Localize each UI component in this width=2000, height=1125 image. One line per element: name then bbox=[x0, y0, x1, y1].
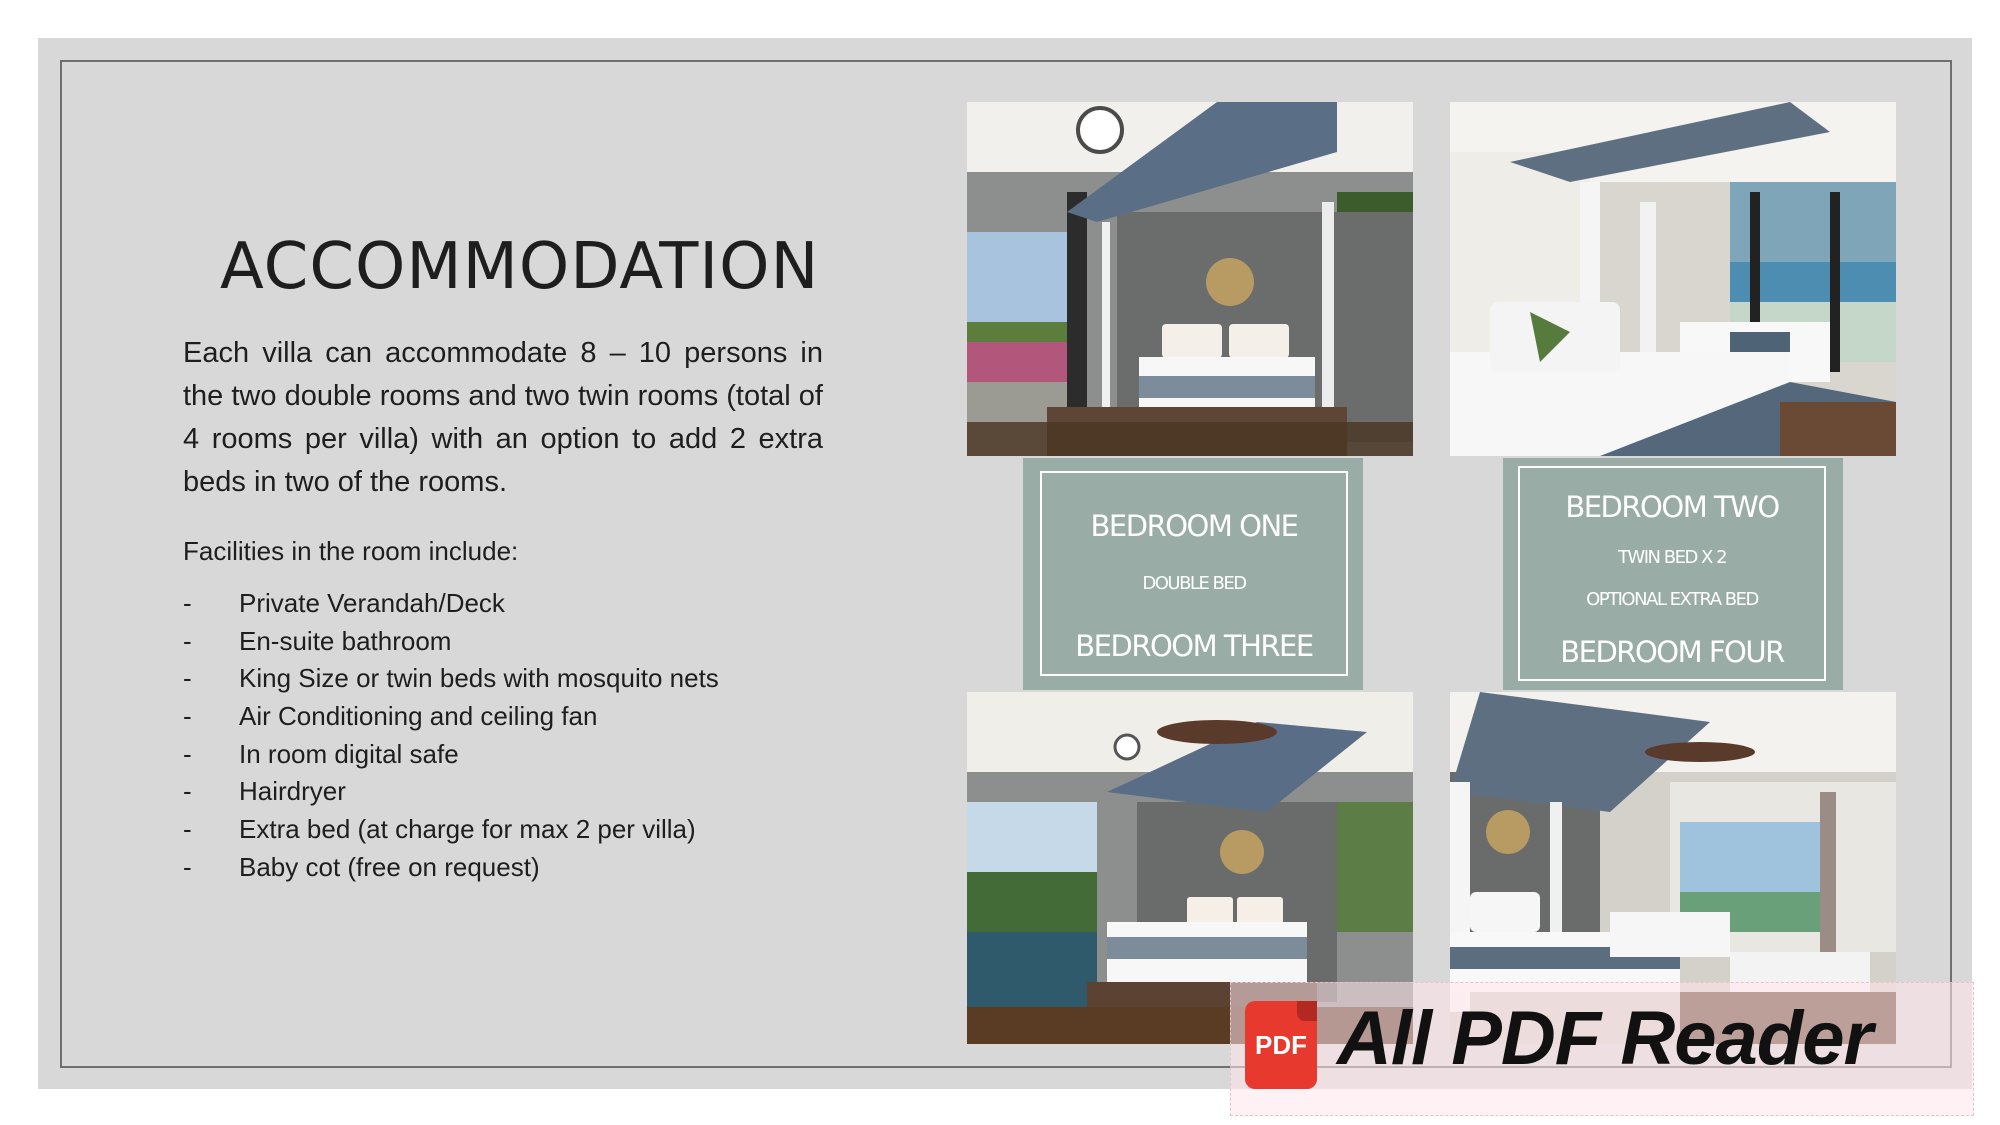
list-item-text: King Size or twin beds with mosquito nets bbox=[239, 663, 719, 694]
list-dash: - bbox=[183, 851, 192, 882]
list-item bbox=[183, 588, 719, 626]
bedroom-label-right bbox=[1503, 458, 1843, 690]
list-item-text: Air Conditioning and ceiling fan bbox=[239, 701, 598, 732]
bedroom-photo-2 bbox=[1450, 102, 1896, 456]
list-item bbox=[183, 852, 719, 890]
list-item bbox=[183, 814, 719, 852]
facilities-heading: Facilities in the room include: bbox=[183, 536, 519, 566]
list-item bbox=[183, 701, 719, 739]
bedroom-two-label: BEDROOM TWO bbox=[1565, 490, 1779, 524]
watermark-text: All PDF Reader bbox=[1337, 996, 1873, 1081]
double-bed-label: DOUBLE BED bbox=[1142, 573, 1246, 594]
list-item bbox=[183, 739, 719, 777]
bedroom-one-label: BEDROOM ONE bbox=[1090, 509, 1298, 543]
list-item bbox=[183, 663, 719, 701]
list-item-text: Extra bed (at charge for max 2 per villa) bbox=[239, 814, 696, 845]
list-item-text: Private Verandah/Deck bbox=[239, 588, 505, 618]
list-item-text: In room digital safe bbox=[239, 738, 459, 769]
intro-paragraph: Each villa can accommodate 8 – 10 persons in the two double rooms and two twin rooms (total of 4 rooms per villa) with an option to add 2 extra beds in two of the rooms. bbox=[183, 337, 823, 498]
list-dash: - bbox=[183, 701, 192, 732]
optional-extra-bed-label: OPTIONAL EXTRA BED bbox=[1586, 589, 1758, 610]
list-dash: - bbox=[183, 588, 192, 618]
list-item-text: Hairdryer bbox=[239, 776, 346, 807]
bedroom-four-label: BEDROOM FOUR bbox=[1560, 635, 1784, 669]
list-item-text: Baby cot (free on request) bbox=[239, 851, 540, 882]
list-dash: - bbox=[183, 776, 192, 807]
bedroom-photo-1 bbox=[967, 102, 1413, 456]
list-item-text: En-suite bathroom bbox=[239, 625, 452, 656]
list-item bbox=[183, 626, 719, 664]
list-dash: - bbox=[183, 814, 192, 845]
bedroom-label-left-frame bbox=[1040, 471, 1348, 676]
page-title: ACCOMMODATION bbox=[220, 230, 820, 304]
list-dash: - bbox=[183, 625, 192, 656]
bedroom-label-left bbox=[1023, 458, 1363, 690]
bedroom-label-right-frame bbox=[1518, 466, 1826, 681]
pdf-icon: PDF bbox=[1245, 1001, 1317, 1089]
app-watermark bbox=[1230, 982, 1974, 1116]
list-item bbox=[183, 776, 719, 814]
bedroom-three-label: BEDROOM THREE bbox=[1075, 629, 1313, 663]
twin-bed-label: TWIN BED X 2 bbox=[1617, 547, 1727, 568]
facilities-list bbox=[183, 588, 719, 890]
list-dash: - bbox=[183, 738, 192, 769]
list-dash: - bbox=[183, 663, 192, 694]
